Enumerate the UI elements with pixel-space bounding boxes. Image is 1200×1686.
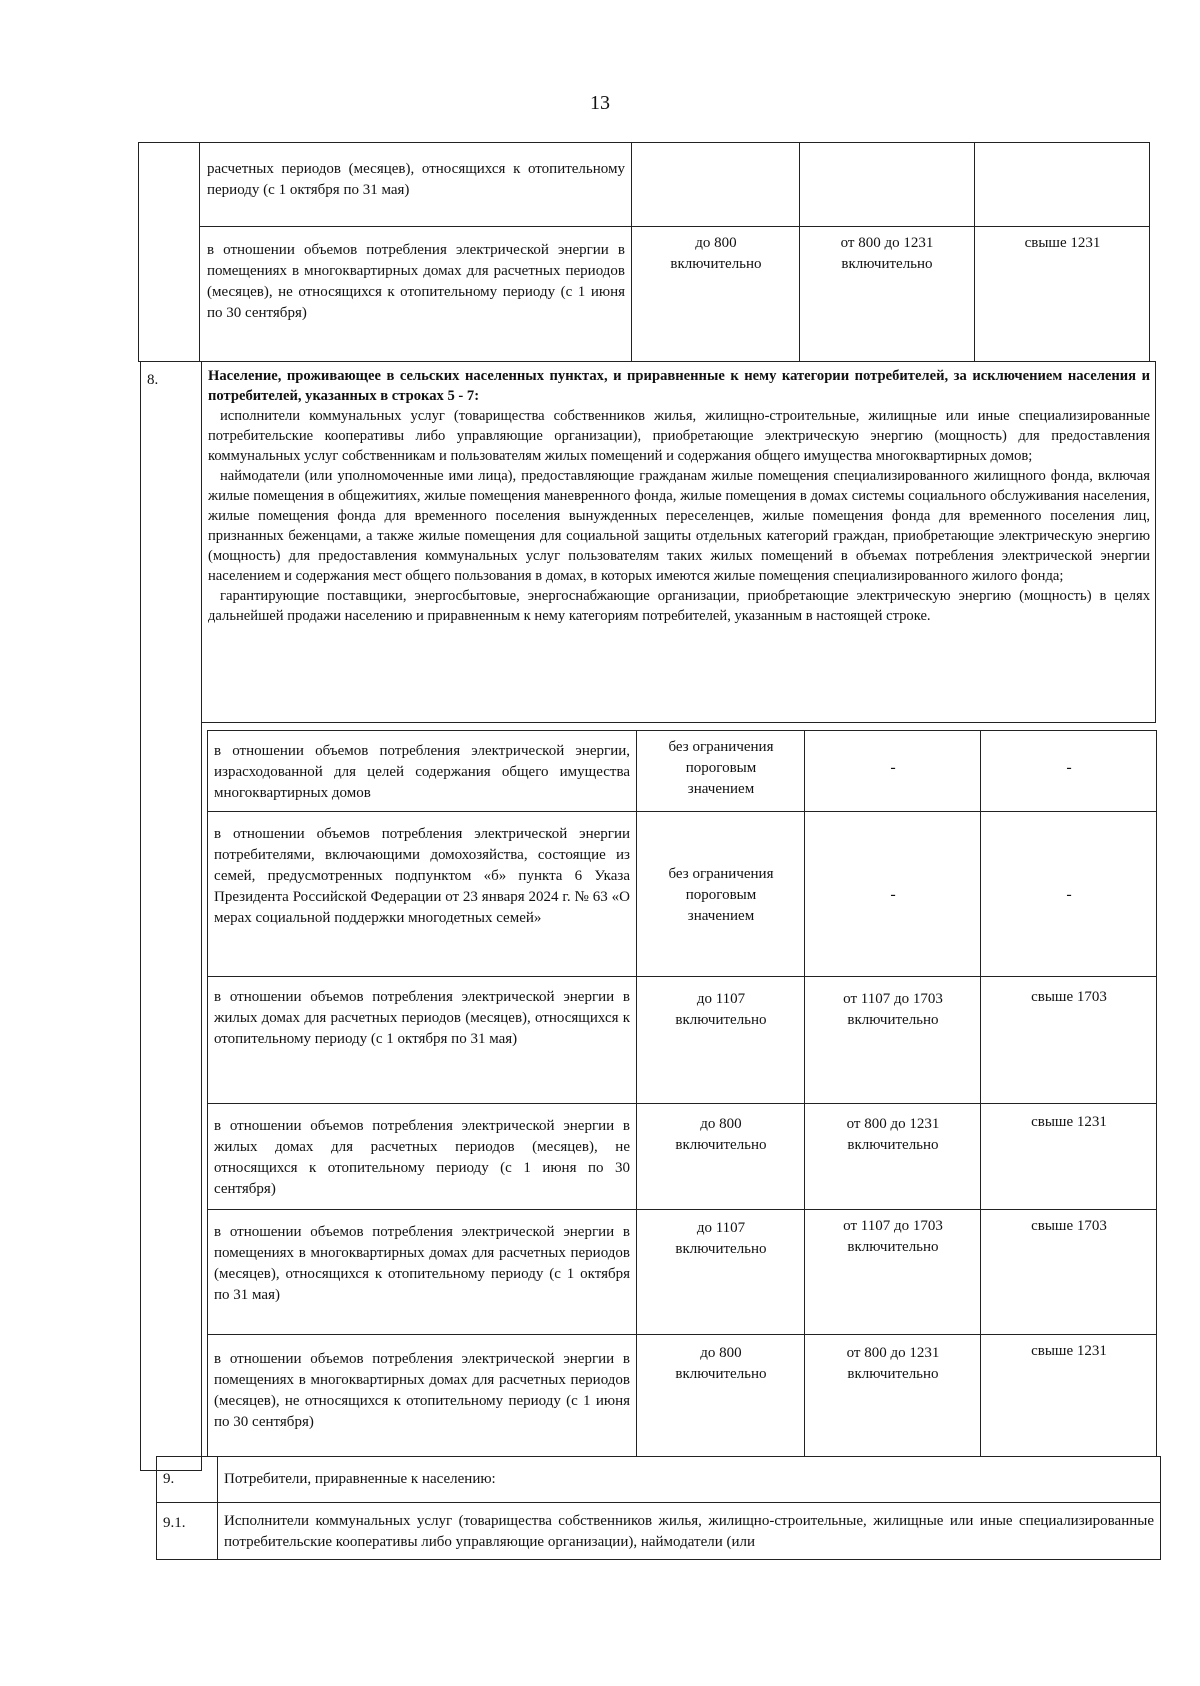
value-text: от 1107 до 1703 включительно (843, 1218, 943, 1255)
value-cell-3 (974, 142, 1150, 227)
section-8-title: Население, проживающее в сельских населенных пунктах, и приравненные к нему категории потребителей, за исключением населения и потребителей, указанных в строках 5 - 7: (208, 368, 1150, 404)
value-cell-1 (636, 976, 805, 1104)
value-text: от 1107 до 1703 включительно (843, 991, 943, 1028)
section-number: 8. (147, 372, 159, 388)
value-text: - (1066, 759, 1072, 776)
value-cell-1 (636, 1334, 805, 1457)
value-cell-3 (980, 730, 1157, 812)
table-row (207, 730, 637, 812)
value-cell-3 (980, 1334, 1157, 1457)
value-cell-3 (980, 811, 1157, 977)
row-description: в отношении объемов потребления электрической энергии в помещениях в многоквартирных домах для расчетных периодов (месяцев), относящихся к отопительному периоду (с 1 октября по 31 мая) (214, 1224, 630, 1303)
row-text: Потребители, приравненные к населению: (224, 1471, 496, 1487)
row-description: в отношении объемов потребления электрической энергии в жилых домах для расчетных периодов (месяцев), относящихся к отопительному периоду (с 1 октября по 31 мая) (214, 989, 630, 1047)
section-8-paragraph: исполнители коммунальных услуг (товарищества собственников жилья, жилищно-строительные, жилищные или иные специализированные потребительские кооперативы либо управляющие организации), приобретающие электрическую энергию (мощность) для предоставления коммунальных услуг собственникам и пользователям жилых помещений и содержания общего имущества многоквартирных домов; (208, 408, 1150, 464)
row-9-number-cell (156, 1456, 218, 1503)
row-description: в отношении объемов потребления электрической энергии в помещениях в многоквартирных домах для расчетных периодов (месяцев), не относящихся к отопительному периоду (с 1 июня по 30 сентября) (207, 242, 625, 321)
row-9-1-text-cell (217, 1502, 1161, 1560)
value-text: до 1107 включительно (675, 1220, 767, 1257)
value-text: от 800 до 1231 включительно (846, 1345, 940, 1382)
page-number: 13 (590, 92, 610, 114)
value-cell-1 (636, 730, 805, 812)
value-cell-2 (804, 1103, 981, 1210)
table-row (207, 1209, 637, 1335)
value-cell-2 (804, 1209, 981, 1335)
value-text: свыше 1703 (1031, 1218, 1107, 1234)
row-9-text-cell (217, 1456, 1161, 1503)
value-cell-2 (804, 1334, 981, 1457)
table-row (207, 1103, 637, 1210)
value-text: свыше 1231 (1031, 1343, 1107, 1359)
row-9-1-number-cell (156, 1502, 218, 1560)
value-cell-1 (636, 1103, 805, 1210)
value-text: - (890, 886, 896, 903)
table-row (199, 142, 632, 227)
value-cell-2 (799, 142, 975, 227)
value-text: без ограничения пороговым значением (668, 866, 774, 924)
top-number-cell (138, 142, 200, 362)
section-8-header-cell (201, 361, 1156, 723)
section-8-paragraph: гарантирующие поставщики, энергосбытовые, энергоснабжающие организации, приобретающие электрическую энергию (мощность) в целях дальнейшей продажи населению и приравненным к нему категориям потребителей, указанным в настоящей строке. (208, 588, 1150, 624)
value-text: до 800 включительно (670, 235, 762, 272)
section-8-text (208, 366, 1150, 626)
value-cell-3 (974, 226, 1150, 362)
row-description: в отношении объемов потребления электрической энергии в жилых домах для расчетных периодов (месяцев), не относящихся к отопительному периоду (с 1 июня по 30 сентября) (214, 1118, 630, 1197)
value-text: без ограничения пороговым значением (668, 739, 774, 797)
value-cell-2 (804, 730, 981, 812)
value-cell-1 (631, 142, 800, 227)
value-text: свыше 1231 (1024, 235, 1101, 251)
value-cell-2 (799, 226, 975, 362)
row-text: Исполнители коммунальных услуг (товарищества собственников жилья, жилищно-строительные, жилищные или иные специализированные потребительские кооперативы либо управляющие организации), наймодатели (или (224, 1513, 1154, 1550)
value-cell-1 (631, 226, 800, 362)
value-cell-3 (980, 1209, 1157, 1335)
row-description: в отношении объемов потребления электрической энергии в помещениях в многоквартирных домах для расчетных периодов (месяцев), не относящихся к отопительному периоду (с 1 июня по 30 сентября) (214, 1351, 630, 1430)
value-text: от 800 до 1231 включительно (846, 1116, 940, 1153)
row-description: в отношении объемов потребления электрической энергии потребителями, включающими домохозяйства, состоящие из семей, предусмотренных подпунктом «б» пункта 6 Указа Президента Российской Федерации от 23 января 2024 г. № 63 «О мерах социальной поддержки многодетных семей» (214, 826, 630, 926)
table-row (207, 1334, 637, 1457)
value-cell-3 (980, 1103, 1157, 1210)
value-text: от 800 до 1231 включительно (840, 235, 934, 272)
value-text: свыше 1703 (1031, 989, 1107, 1005)
row-description: в отношении объемов потребления электрической энергии, израсходованной для целей содержания общего имущества многоквартирных домов (214, 743, 630, 801)
section-8-number-cell (140, 361, 202, 1471)
section-8-paragraph: наймодатели (или уполномоченные ими лица), предоставляющие гражданам жилые помещения специализированного жилищного фонда, включая жилые помещения в общежитиях, жилые помещения маневренного фонда, жилые помещения в домах системы социального обслуживания населения, жилые помещения фонда для временного поселения вынужденных переселенцев, жилые помещения фонда для временного поселения лиц, признанных беженцами, а также жилые помещения для социальной защиты отдельных категорий граждан, приобретающие электрическую энергию (мощность) для предоставления коммунальных услуг пользователям таких жилых помещений в объемах потребления электрической энергии населением и содержания мест общего пользования в домах, в которых имеются жилые помещения специализированного жилого фонда; (208, 468, 1150, 584)
value-cell-3 (980, 976, 1157, 1104)
row-description: расчетных периодов (месяцев), относящихся к отопительному периоду (с 1 октября по 31 мая) (207, 161, 625, 198)
table-row (199, 226, 632, 362)
value-text: - (1066, 886, 1072, 903)
row-number: 9.1. (163, 1515, 186, 1531)
value-text: свыше 1231 (1031, 1114, 1107, 1130)
value-cell-1 (636, 1209, 805, 1335)
value-text: до 800 включительно (675, 1345, 767, 1382)
value-text: до 800 включительно (675, 1116, 767, 1153)
value-cell-2 (804, 976, 981, 1104)
value-cell-1 (636, 811, 805, 977)
table-row (207, 976, 637, 1104)
value-text: до 1107 включительно (675, 991, 767, 1028)
value-cell-2 (804, 811, 981, 977)
row-number: 9. (163, 1471, 175, 1487)
table-row (207, 811, 637, 977)
value-text: - (890, 759, 896, 776)
